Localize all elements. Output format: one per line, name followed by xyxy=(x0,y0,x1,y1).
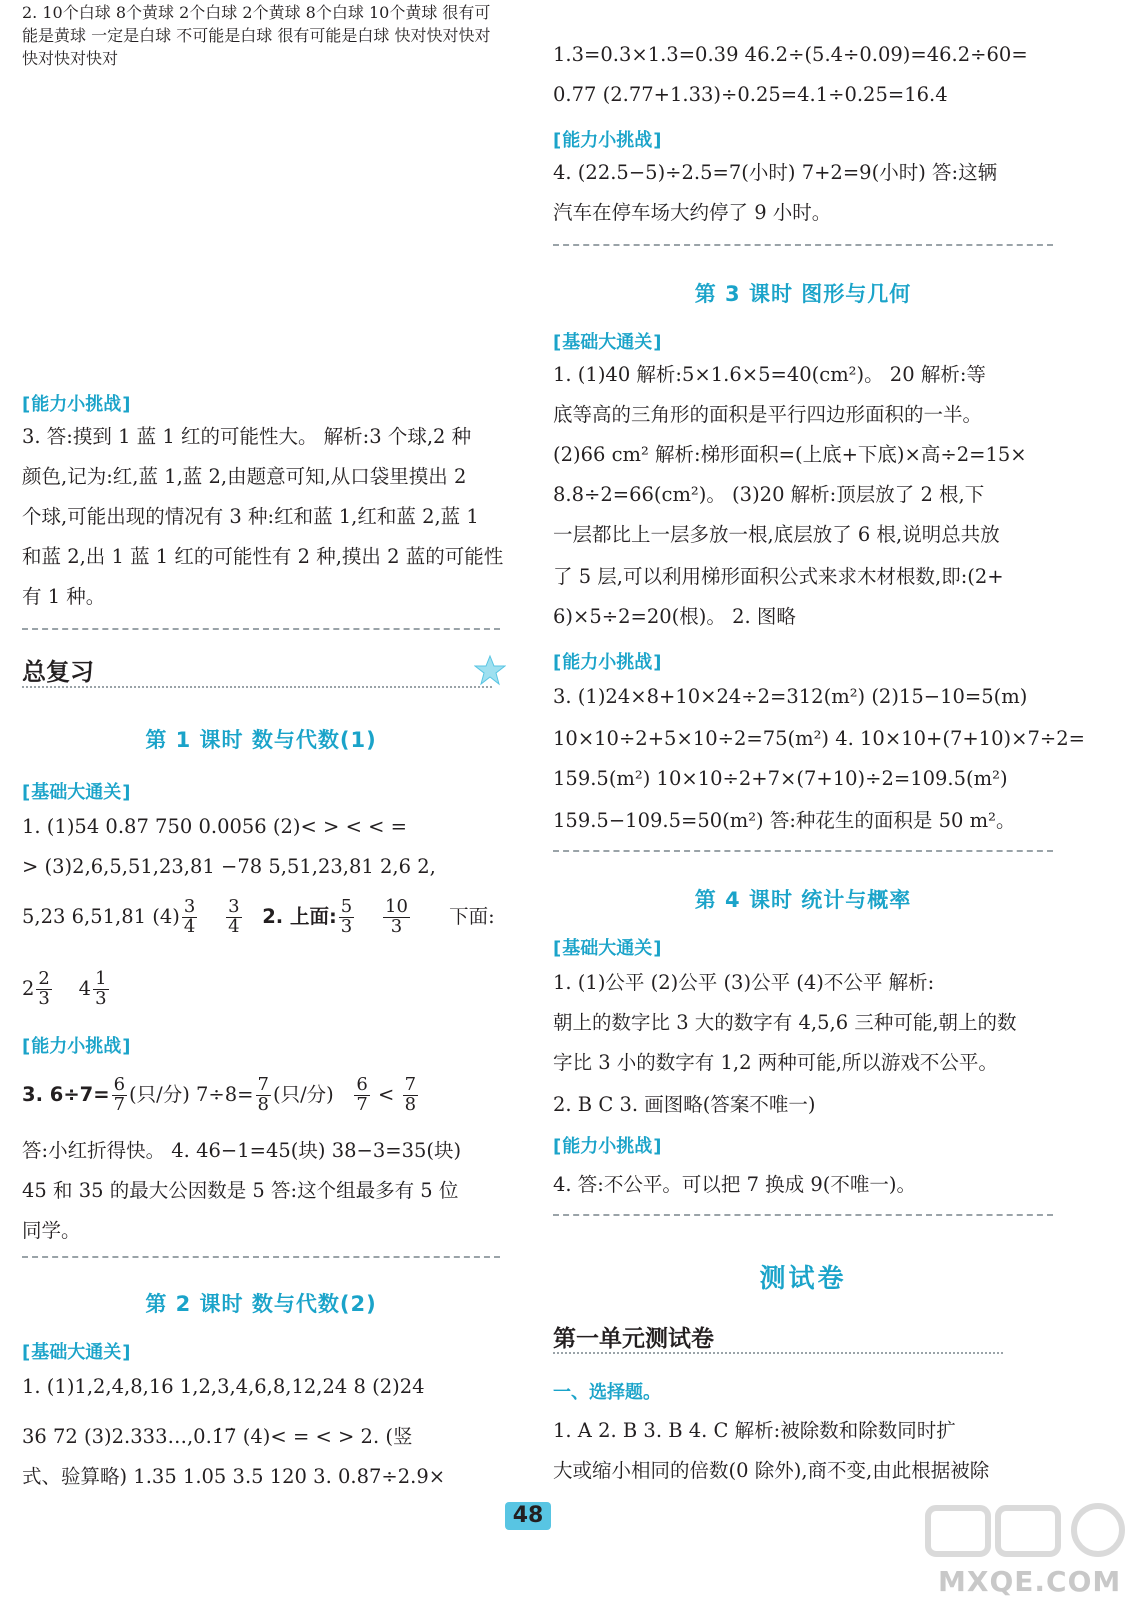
oval-3: 不可能是白球 xyxy=(176,26,273,45)
answer-line: 1. (1)54 0.87 750 0.0056 (2)< > < < = xyxy=(22,815,408,838)
answer-line: 3. 答:摸到 1 蓝 1 红的可能性大。 解析:3 个球,2 种 xyxy=(22,425,472,448)
answer-line: 汽车在停车场大约停了 9 小时。 xyxy=(553,201,832,224)
lesson-title: 第 4 课时 统计与概率 xyxy=(694,888,912,912)
divider xyxy=(553,244,1053,246)
answer-line: 了 5 层,可以利用梯形面积公式来求木材根数,即:(2+ xyxy=(553,565,1004,588)
fraction: $\frac{7}{8}$ xyxy=(257,1074,269,1115)
box-4: 10个黄球 xyxy=(368,3,438,22)
answer-line: 颜色,记为:红,蓝 1,蓝 2,由题意可知,从口袋里摸出 2 xyxy=(22,465,467,488)
fraction: $\frac{3}{4}$ xyxy=(183,896,196,937)
answer-line: 0.77 (2.77+1.33)÷0.25=4.1÷0.25=16.4 xyxy=(553,83,948,106)
star-icon xyxy=(474,654,506,686)
answer-line-fractions: 5,23 6,51,81 (4) $\frac{3}{4}$ $\frac{3}{4}$ 2. 上面: $\frac{5}{3}$ $\frac{10}{3}$ 下面: xyxy=(22,896,495,937)
fraction: $\frac{6}{7}$ xyxy=(356,1074,368,1115)
answer-line: 大或缩小相同的倍数(0 除外),商不变,由此根据被除 xyxy=(553,1459,990,1482)
watermark-text: MXQE.COM xyxy=(938,1565,1122,1598)
tag-ability-challenge: [ 能力小挑战 ] xyxy=(553,648,661,674)
divider xyxy=(22,1256,500,1258)
answer-line: 2. B C 3. 画图略(答案不唯一) xyxy=(553,1093,816,1116)
answer-line: 4. 答:不公平。可以把 7 换成 9(不唯一)。 xyxy=(553,1173,916,1196)
box-3: 2个黄球 8个白球 xyxy=(242,3,364,22)
answer-line-fractions: 2 $\frac{2}{3}$ 4 $\frac{1}{3}$ xyxy=(22,968,107,1009)
answer-line: 1. (1)40 解析:5×1.6×5=40(cm²)。 20 解析:等 xyxy=(553,363,986,386)
lesson-title: 第 1 课时 数与代数(1) xyxy=(145,728,377,752)
tag-basic-pass: [ 基础大通关 ] xyxy=(553,328,661,354)
oval-1: 很有可能是黄球 xyxy=(22,3,491,45)
answer-line: 有 1 种。 xyxy=(22,585,106,608)
matching-diagram xyxy=(22,30,492,370)
heading-underline xyxy=(22,686,492,688)
tag-ability-challenge: [ 能力小挑战 ] xyxy=(22,390,130,416)
box-2: 8个黄球 2个白球 xyxy=(115,3,238,22)
lesson-title: 第 2 课时 数与代数(2) xyxy=(145,1292,377,1316)
answer-line: 3. (1)24×8+10×24÷2=312(m²) (2)15−10=5(m) xyxy=(553,685,1028,708)
tag-basic-pass: [ 基础大通关 ] xyxy=(22,778,130,804)
answer-line: 底等高的三角形的面积是平行四边形面积的一半。 xyxy=(553,403,983,426)
lesson-title: 第 3 课时 图形与几何 xyxy=(694,282,912,306)
oval-4: 很有可能是白球 xyxy=(277,26,390,45)
tag-ability-challenge: [ 能力小挑战 ] xyxy=(553,1132,661,1158)
answer-line: 4. (22.5−5)÷2.5=7(小时) 7+2=9(小时) 答:这辆 xyxy=(553,161,998,184)
fraction: $\frac{1}{3}$ xyxy=(95,968,107,1009)
divider xyxy=(553,850,1053,852)
page-number: 48 xyxy=(505,1502,551,1530)
q2-number-text: 2. xyxy=(22,3,38,22)
divider xyxy=(22,628,500,630)
answer-line: 字比 3 小的数字有 1,2 两种可能,所以游戏不公平。 xyxy=(553,1051,998,1074)
box-1: 10个白球 xyxy=(42,3,111,22)
tag-ability-challenge: [ 能力小挑战 ] xyxy=(553,126,661,152)
fraction: $\frac{10}{3}$ xyxy=(385,896,408,937)
answer-line: 朝上的数字比 3 大的数字有 4,5,6 三种可能,朝上的数 xyxy=(553,1011,1017,1034)
answer-line: 10×10÷2+5×10÷2=75(m²) 4. 10×10+(7+10)×7÷2= xyxy=(553,727,1085,750)
answer-line: 答:小红折得快。 4. 46−1=45(块) 38−3=35(块) xyxy=(22,1139,462,1162)
left-column xyxy=(22,0,504,1488)
answer-line: > (3)2,6,5,51,23,81 −78 5,51,23,81 2,6 2, xyxy=(22,855,436,878)
answer-line: 同学。 xyxy=(22,1219,81,1242)
tag-ability-challenge: [ 能力小挑战 ] xyxy=(22,1032,130,1058)
fraction: $\frac{7}{8}$ xyxy=(404,1074,417,1115)
answer-line: 159.5(m²) 10×10÷2+7×(7+10)÷2=109.5(m²) xyxy=(553,767,1008,790)
answer-line: (2)66 cm² 解析:梯形面积=(上底+下底)×高÷2=15× xyxy=(553,443,1027,466)
answer-line: 个球,可能出现的情况有 3 种:红和蓝 1,红和蓝 2,蓝 1 xyxy=(22,505,479,528)
fraction: $\frac{2}{3}$ xyxy=(38,968,50,1009)
answer-line: 159.5−109.5=50(m²) 答:种花生的面积是 50 m²。 xyxy=(553,809,1016,832)
scribble-marks: 快对快对快对 快对快对快对 xyxy=(22,26,491,68)
tag-basic-pass: [ 基础大通关 ] xyxy=(22,1338,130,1364)
answer-line: 和蓝 2,出 1 蓝 1 红的可能性有 2 种,摸出 2 蓝的可能性 xyxy=(22,545,504,568)
divider xyxy=(553,1214,1053,1216)
test-section-title: 测试卷 xyxy=(759,1264,847,1294)
answer-line: 36 72 (3)2.333…,0.1̇7̇ (4)< = < > 2. (竖 xyxy=(22,1425,413,1448)
answer-line: 式、验算略) 1.35 1.05 3.5 120 3. 0.87÷2.9× xyxy=(22,1465,446,1488)
answer-line: 1. A 2. B 3. B 4. C 解析:被除数和除数同时扩 xyxy=(553,1419,956,1442)
review-heading: 总复习 xyxy=(22,658,94,686)
answer-line: 6)×5÷2=20(根)。 2. 图略 xyxy=(553,605,796,628)
fraction: $\frac{3}{4}$ xyxy=(228,896,240,937)
answer-line: 1. (1)1,2,4,8,16 1,2,3,4,6,8,12,24 8 (2)24 xyxy=(22,1375,425,1398)
answer-line: 1.3=0.3×1.3=0.39 46.2÷(5.4÷0.09)=46.2÷60= xyxy=(553,43,1028,66)
answer-line: 1. (1)公平 (2)公平 (3)公平 (4)不公平 解析: xyxy=(553,971,935,994)
answer-line: 45 和 35 的最大公因数是 5 答:这个组最多有 5 位 xyxy=(22,1179,459,1202)
tag-basic-pass: [ 基础大通关 ] xyxy=(553,934,661,960)
answer-line-fractions: 3. 6÷7= $\frac{6}{7}$ (只/分) 7÷8= $\frac{7}{8}$ (只/分) $\frac{6}{7}$ < $\frac{7}{8}$ xyxy=(22,1074,417,1115)
fraction: $\frac{5}{3}$ xyxy=(340,896,353,937)
unit-test-title: 第一单元测试卷 xyxy=(553,1326,714,1352)
heading-underline xyxy=(553,1352,1003,1354)
answer-line: 8.8÷2=66(cm²)。 (3)20 解析:顶层放了 2 根,下 xyxy=(553,483,985,506)
oval-2: 一定是白球 xyxy=(91,26,172,45)
section-label: 一、选择题。 xyxy=(553,1382,661,1403)
fraction: $\frac{6}{7}$ xyxy=(113,1074,126,1115)
answer-line: 一层都比上一层多放一根,底层放了 6 根,说明总共放 xyxy=(553,523,1000,546)
